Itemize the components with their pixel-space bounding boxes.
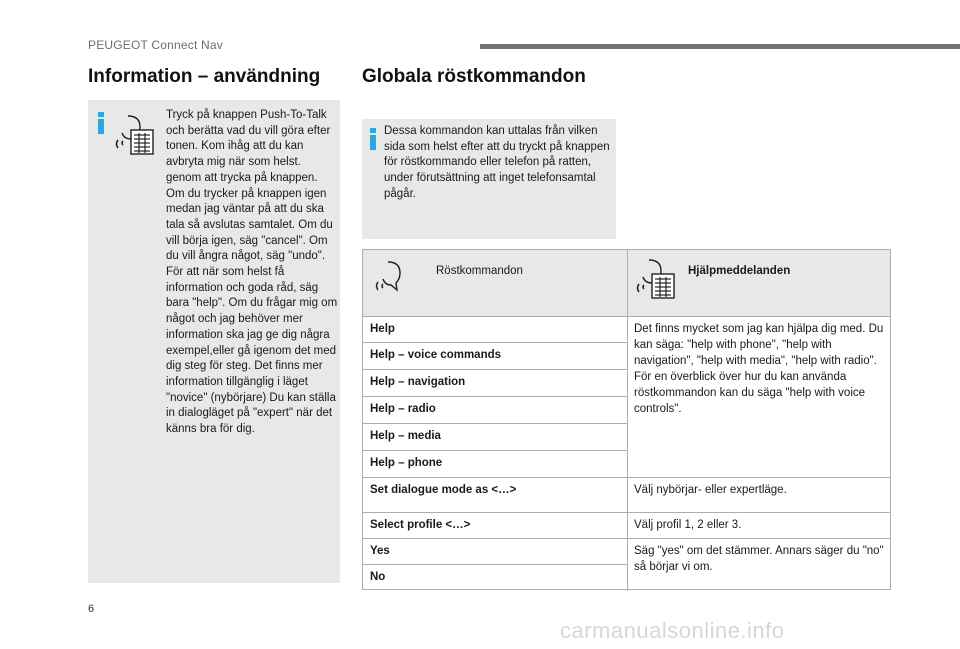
table-header-voice-commands: Röstkommandon [436,265,523,277]
table-row-divider [363,342,627,343]
table-row-divider [363,564,627,565]
table-cell-command: Help – phone [370,457,443,469]
table-cell-command: Help – voice commands [370,349,502,361]
info-icon [370,128,376,150]
table-cell-command: Help – navigation [370,376,466,388]
table-column-divider [627,250,628,591]
table-cell-command: No [370,571,386,583]
table-row-divider [363,423,627,424]
voice-keypad-icon [114,114,156,156]
document-header-title: PEUGEOT Connect Nav [88,38,223,52]
table-cell-command: Select profile <…> [370,519,471,531]
table-header-help-messages: Hjälpmeddelanden [688,265,791,277]
table-row-divider [363,316,890,317]
table-row-divider [363,396,627,397]
note-body-text: Dessa kommandon kan uttalas från vilken sida som helst efter att du tryckt på knappen för röstkommando eller telefon på ratten, under förutsättning att inget telefonsamtal pågår. [384,125,610,200]
voice-commands-table [362,249,891,590]
table-cell-command: Help – radio [370,403,436,415]
table-row-divider [363,369,627,370]
table-cell-help-response: Det finns mycket som jag kan hjälpa dig med. Du kan säga: "help with phone", "help with navigation", "help with media", "help with radio". För en överblick över hur du kan använda röstkommandon kan du säga "help with voice controls". [634,323,884,415]
section-heading-information: Information – användning [88,66,321,87]
header-rule [480,44,960,49]
voice-keypad-icon [635,258,677,300]
table-row-divider [363,450,627,451]
watermark: carmanualsonline.info [560,618,785,643]
table-cell-response: Säg "yes" om det stämmer. Annars säger du "no" så börjar vi om. [634,545,884,573]
table-cell-response: Välj nybörjar- eller expertläge. [634,484,787,496]
table-cell-command: Help [370,323,395,335]
table-row-divider [363,477,890,478]
voice-command-icon [375,260,409,294]
table-cell-command: Set dialogue mode as <…> [370,484,517,496]
info-icon [98,112,104,134]
table-cell-response: Välj profil 1, 2 eller 3. [634,519,742,531]
note-box [362,119,616,239]
page-number: 6 [88,603,95,615]
table-cell-command: Help – media [370,430,441,442]
table-cell-command: Yes [370,545,390,557]
table-row-divider [363,512,890,513]
information-body-text: Tryck på knappen Push-To-Talk och berätta vad du vill göra efter tonen. Kom ihåg att du kan avbryta mig när som helst. genom att trycka på knappen. Om du trycker på knappen igen medan jag väntar på att du ska tala så avslutas samtalet. Om du vill börja igen, säg "cancel". Om du vill ångra något, säg "undo". För att när som helst få information och goda råd, säg bara "help". Om du frågar mig om något och jag behöver mer information ska jag ge dig några exempel,eller gå igenom det med dig steg för steg. Det finns mer information tillgänglig i läget "novice" (nybörjare) Du kan ställa in dialogläget på "expert" när det känns bra för dig. [166,109,338,436]
table-row-divider [363,538,890,539]
information-box [88,100,340,583]
section-heading-global-voice-commands: Globala röstkommandon [362,66,586,87]
